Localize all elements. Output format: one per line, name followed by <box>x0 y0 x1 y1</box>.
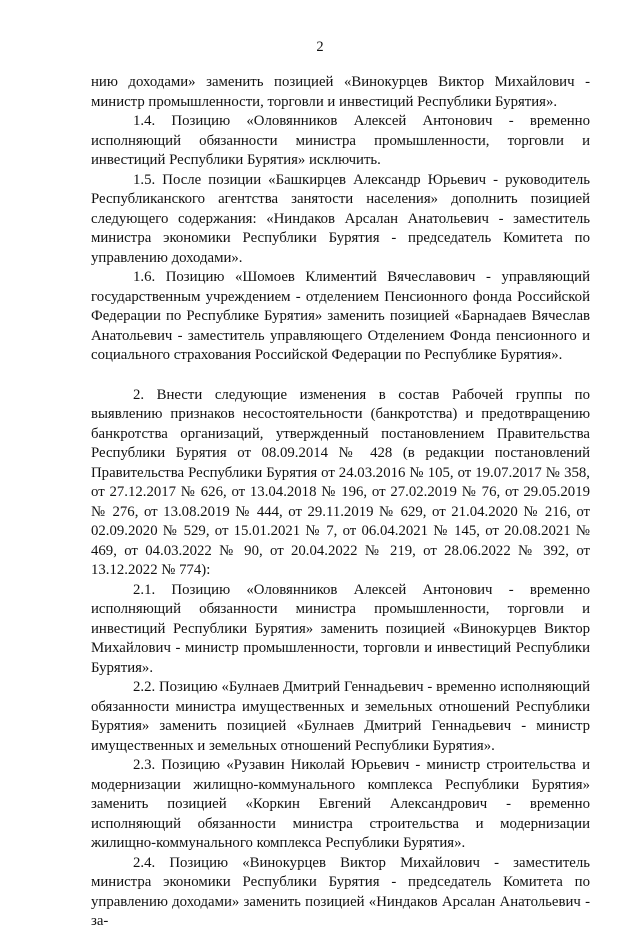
paragraph-1-4: 1.4. Позицию «Оловянников Алексей Антонович - временно исполняющий обязанности министра промышленности, торговли и инвестиций Республики Бурятия» исключить. <box>91 113 590 168</box>
paragraph-2-4: 2.4. Позицию «Винокурцев Виктор Михайлович - заместитель министра экономики Республики Бурятия - председатель Комитета по управлению доходами» заменить позицией «Ниндаков Арсалан Анатольевич - за- <box>91 854 590 929</box>
paragraph-2-1: 2.1. Позицию «Оловянников Алексей Антонович - временно исполняющий обязанности министра промышленности, торговли и инвестиций Республики Бурятия» заменить позицией «Винокурцев Виктор Михайлович - министр промышленности, торговли и инвестиций Республики Бурятия». <box>91 581 590 676</box>
paragraph-2: 2. Внести следующие изменения в состав Рабочей группы по выявлению признаков несостоятельности (банкротства) и предотвращению банкротства организаций, утвержденный постановлением Правительства Республики Бурятия от 08.09.2014 № 428 (в редакции постановлений Правительства Республики Бурятия от 24.03.2016 № 105, от 19.07.2017 № 358, от 27.12.2017 № 626, от 13.04.2018 № 196, от 27.02.2019 № 76, от 29.05.2019 № 276, от 13.08.2019 № 444, от 29.11.2019 № 629, от 21.04.2020 № 216, от 02.09.2020 № 529, от 15.01.2021 № 7, от 06.04.2021 № 145, от 20.08.2021 № 469, от 04.03.2022 № 90, от 20.04.2022 № 219, от 28.06.2022 № 392, от 13.12.2022 № 774): <box>91 386 590 578</box>
paragraph-continuation: нию доходами» заменить позицией «Винокурцев Виктор Михайлович - министр промышленности, торговли и инвестиций Республики Бурятия». <box>91 74 590 110</box>
paragraph-2-3: 2.3. Позицию «Рузавин Николай Юрьевич - министр строительства и модернизации жилищно-коммунального комплекса Республики Бурятия» заменить позицией «Коркин Евгений Александрович - временно исполняющий обязанности министра строительства и модернизации жилищно-коммунального комплекса Республики Бурятия». <box>91 757 590 851</box>
paragraph-2-2: 2.2. Позицию «Булнаев Дмитрий Геннадьевич - временно исполняющий обязанности министра имущественных и земельных отношений Республики Бурятия» заменить позицией «Булнаев Дмитрий Геннадьевич - министр имущественных и земельных отношений Республики Бурятия». <box>91 679 590 754</box>
page-number: 2 <box>316 39 324 55</box>
paragraph-1-5: 1.5. После позиции «Башкирцев Александр Юрьевич - руководитель Республиканского агентства занятости населения» дополнить позицией следующего содержания: «Ниндаков Арсалан Анатольевич - заместитель министра экономики Республики Бурятия - председатель Комитета по управлению доходами». <box>91 171 590 266</box>
paragraph-1-6: 1.6. Позицию «Шомоев Климентий Вячеславович - управляющий государственным учреждением - отделением Пенсионного фонда Российской Федерации по Республике Бурятия» заменить позицией «Барнадаев Вячеслав Анатольевич - заместитель управляющего Отделением Фонда пенсионного и социального страхования Российской Федерации по Республике Бурятия». <box>91 269 590 363</box>
document-body <box>91 73 590 932</box>
